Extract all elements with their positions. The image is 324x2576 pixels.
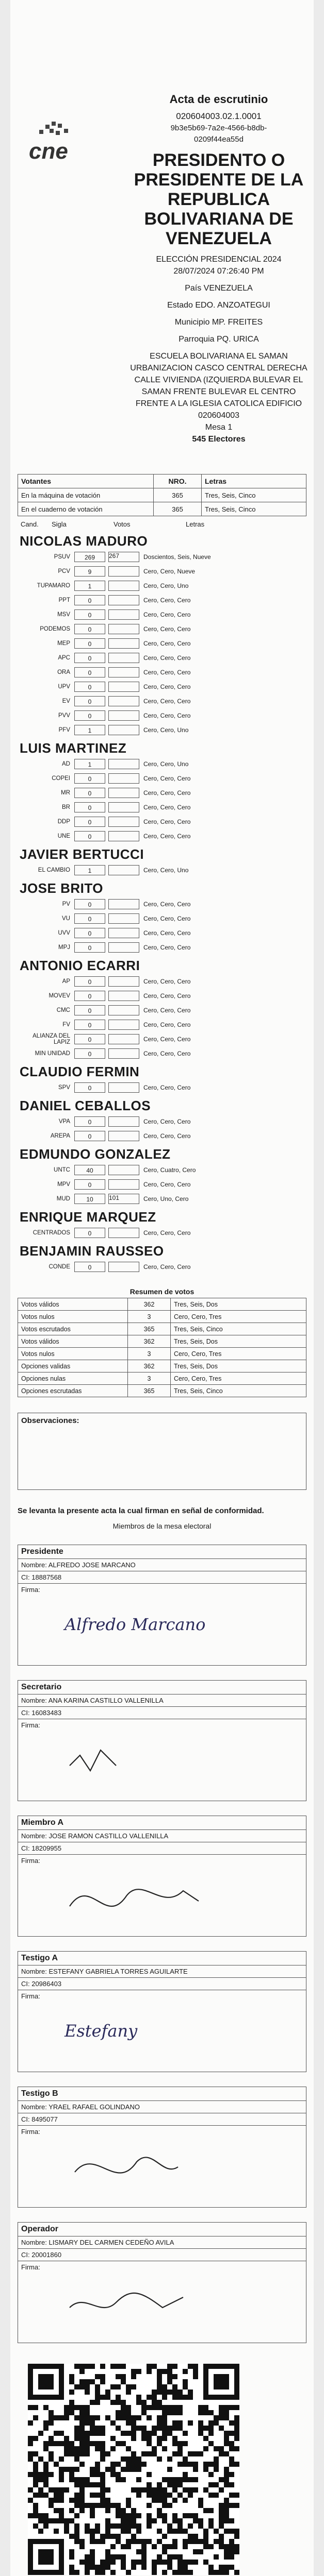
party-letters: Cero, Cero, Cero <box>143 818 191 825</box>
signature-block <box>18 2087 306 2208</box>
party-votes: 0 <box>74 1262 105 1272</box>
party-votes: 0 <box>74 609 105 620</box>
party-name: DDP <box>57 819 70 825</box>
party-letters: Cero, Cero, Cero <box>143 915 191 922</box>
party-row <box>18 1018 306 1032</box>
party-name: UNTC <box>54 1167 70 1173</box>
party-votes: 0 <box>74 913 105 924</box>
party-row <box>18 1032 306 1046</box>
party-votes: 0 <box>74 773 105 784</box>
party-name: VPA <box>58 1118 70 1125</box>
mesa-number: Mesa 1 <box>205 423 233 432</box>
party-box <box>108 1131 139 1141</box>
party-name: MPJ <box>58 944 70 951</box>
party-box <box>108 942 139 953</box>
signature-ci: CI: 8495077 <box>18 2113 306 2126</box>
party-row <box>18 680 306 694</box>
party-row <box>18 622 306 636</box>
party-box <box>108 1165 139 1175</box>
party-votes: 0 <box>74 817 105 827</box>
party-row <box>18 651 306 665</box>
party-letters: Cero, Cero, Cero <box>143 833 191 840</box>
party-box <box>108 725 139 735</box>
state: Estado EDO. ANZOATEGUI <box>167 301 270 310</box>
party-box <box>108 682 139 692</box>
party-votes: 0 <box>74 638 105 649</box>
party-row <box>18 607 306 622</box>
party-votes: 9 <box>74 566 105 577</box>
party-letters: Cero, Cero, Cero <box>143 654 191 662</box>
party-box <box>108 1179 139 1190</box>
party-box <box>108 913 139 924</box>
summary-title: Resumen de votos <box>129 1287 195 1296</box>
municipality: Municipio MP. FREITES <box>174 318 263 327</box>
signature-ci: CI: 20986403 <box>18 1978 306 1990</box>
table-row: Opciones nulas 3 Cero, Cero, Tres <box>18 1372 306 1385</box>
party-votes: 1 <box>74 725 105 735</box>
party-box <box>108 759 139 769</box>
signature-role: Operador <box>18 2223 306 2236</box>
acta-timestamp: 28/07/2024 07:26:40 PM <box>173 267 264 276</box>
signature-text: Alfredo Marcano <box>64 1615 206 1634</box>
party-votes: 0 <box>74 667 105 677</box>
party-name: APC <box>58 655 70 661</box>
table-row: Opciones escrutadas 365 Tres, Seis, Cinco <box>18 1385 306 1397</box>
candidate-column-header: Cand. Sigla Votos Letras <box>21 520 205 528</box>
party-box <box>108 773 139 784</box>
party-box <box>108 1082 139 1093</box>
party-letters: Cero, Cero, Cero <box>143 1021 191 1028</box>
table-row: Votos escrutados 365 Tres, Seis, Cinco <box>18 1323 306 1335</box>
party-votes: 0 <box>74 1034 105 1044</box>
party-box <box>108 1116 139 1127</box>
party-row <box>18 708 306 723</box>
signature-role: Testigo B <box>18 2087 306 2101</box>
party-letters: Cero, Cero, Cero <box>143 929 191 937</box>
acta-title: Acta de escrutinio <box>169 93 268 106</box>
party-letters: Cero, Cero, Cero <box>143 683 191 690</box>
party-letters: Cero, Cero, Cero <box>143 1118 191 1125</box>
party-name: AREPA <box>50 1133 70 1139</box>
parish: Parroquia PQ. URICA <box>179 335 259 344</box>
signature-name: Nombre: ANA KARINA CASTILLO VALLENILLA <box>18 1694 306 1707</box>
signature-role: Testigo A <box>18 1952 306 1965</box>
table-row: En la máquina de votación 365 Tres, Seis, Cinco <box>18 488 306 502</box>
party-letters: Cero, Cero, Uno <box>143 582 189 589</box>
party-votes: 0 <box>74 710 105 721</box>
party-box <box>108 865 139 875</box>
party-row <box>18 1003 306 1018</box>
party-name: PV <box>62 901 70 907</box>
party-name: FV <box>62 1022 70 1028</box>
party-name: MPV <box>57 1181 70 1188</box>
candidate-name: JOSE BRITO <box>20 880 104 896</box>
party-name: PCV <box>58 568 70 574</box>
party-row <box>18 1192 306 1206</box>
party-votes: 0 <box>74 1116 105 1127</box>
candidate-block <box>18 1145 306 1206</box>
party-name: PFV <box>58 727 70 733</box>
col-letras: Letras <box>202 474 306 488</box>
party-votes: 0 <box>74 595 105 605</box>
party-row <box>18 757 306 771</box>
party-row <box>18 926 306 940</box>
party-row <box>18 989 306 1003</box>
party-row <box>18 863 306 877</box>
observations-box <box>18 1413 306 1490</box>
party-letters: Cero, Cero, Cero <box>143 698 191 705</box>
party-box <box>108 817 139 827</box>
party-box <box>108 1262 139 1272</box>
party-votes: 0 <box>74 1020 105 1030</box>
candidate-name: CLAUDIO FERMIN <box>20 1064 140 1079</box>
signature-mark <box>59 1730 245 1786</box>
party-letters: Cero, Cero, Cero <box>143 1036 191 1043</box>
candidate-name: ENRIQUE MARQUEZ <box>20 1209 156 1225</box>
table-row: En el cuaderno de votación 365 Tres, Seis, Cinco <box>18 502 306 516</box>
votes-summary <box>18 1287 306 1397</box>
signature-text: Estefany <box>64 2021 138 2041</box>
party-box <box>108 638 139 649</box>
party-box <box>108 566 139 577</box>
party-box <box>108 928 139 938</box>
party-letters: Cero, Cero, Nueve <box>143 568 196 575</box>
party-votes: 1 <box>74 865 105 875</box>
party-letters: Cero, Cero, Cero <box>143 1263 191 1270</box>
signature-mark <box>59 2136 245 2193</box>
signature-ci: CI: 18887568 <box>18 1571 306 1584</box>
qr-section <box>18 2364 306 2575</box>
candidate-block <box>18 532 306 737</box>
party-votes: 1 <box>74 581 105 591</box>
party-name: MSV <box>57 612 70 618</box>
signature-block <box>18 1951 306 2072</box>
party-votes: 0 <box>74 1005 105 1015</box>
party-letters: Cero, Cero, Cero <box>143 625 191 633</box>
signature-block <box>18 1680 306 1801</box>
signature-ci: CI: 20001860 <box>18 2249 306 2261</box>
party-letters: Cero, Cero, Cero <box>143 789 191 796</box>
candidate-block <box>18 879 306 955</box>
party-letters: Cero, Cero, Cero <box>143 775 191 782</box>
party-votes: 0 <box>74 1082 105 1093</box>
party-name: CONDE <box>48 1264 70 1270</box>
party-letters: Cero, Cero, Cero <box>143 804 191 811</box>
center-code: 020604003 <box>198 411 240 420</box>
party-box <box>108 788 139 798</box>
party-letters: Cero, Cero, Uno <box>143 726 189 734</box>
signature-firma: Firma: Alfredo Marcano <box>18 1584 306 1665</box>
party-row <box>18 579 306 593</box>
party-box <box>108 667 139 677</box>
party-row <box>18 723 306 737</box>
agreement-text: Se levanta la presente acta la cual firman en señal de conformidad. <box>18 1506 264 1515</box>
candidate-block <box>18 1208 306 1240</box>
summary-table <box>18 1298 306 1397</box>
candidate-name: DANIEL CEBALLOS <box>20 1098 151 1113</box>
party-name: EV <box>62 698 70 704</box>
election-name: ELECCIÓN PRESIDENCIAL 2024 <box>156 255 282 264</box>
country: País VENEZUELA <box>185 284 253 293</box>
party-name: MR <box>61 790 70 796</box>
party-row <box>18 829 306 843</box>
party-name: CENTRADOS <box>33 1230 70 1236</box>
party-votes: 0 <box>74 899 105 909</box>
party-box <box>108 802 139 812</box>
party-votes: 0 <box>74 1131 105 1141</box>
party-box <box>108 696 139 706</box>
party-box <box>108 609 139 620</box>
party-votes: 0 <box>74 1048 105 1059</box>
candidate-name: JAVIER BERTUCCI <box>20 846 144 862</box>
party-row <box>18 1046 306 1061</box>
party-name: UVV <box>58 930 70 936</box>
party-letters: Cero, Cero, Cero <box>143 1229 191 1236</box>
acta-heading: PRESIDENTO O PRESIDENTE DE LA REPUBLICA BOLIVARIANA DE VENEZUELA <box>134 150 304 248</box>
cne-logo-icon <box>25 122 87 164</box>
acta-receipt <box>10 0 314 2576</box>
candidate-block <box>18 739 306 843</box>
party-name: SPV <box>58 1084 70 1091</box>
party-row <box>18 1129 306 1143</box>
signature-name: Nombre: JOSE RAMON CASTILLO VALLENILLA <box>18 1830 306 1842</box>
party-votes: 0 <box>74 991 105 1001</box>
signature-firma: Firma: <box>18 2261 306 2343</box>
party-box: 101 <box>108 1194 139 1204</box>
table-row: Opciones validas 362 Tres, Seis, Dos <box>18 1360 306 1372</box>
party-letters: Cero, Cero, Cero <box>143 1181 191 1188</box>
party-letters: Cero, Cero, Cero <box>143 640 191 647</box>
party-letters: Cero, Cero, Cero <box>143 1050 191 1057</box>
signature-firma: Firma: <box>18 2126 306 2207</box>
party-name: VU <box>62 916 70 922</box>
center-name: ESCUELA BOLIVARIANA EL SAMAN URBANIZACION CASCO CENTRAL DERECHA CALLE VIVIENDA (IZQUIERDA BULEVAR EL SAMAN FRENTE BULEVAR EL CENTRO FRENTE A LA IGLESIA CATOLICA EDIFICIO <box>130 352 307 408</box>
party-row <box>18 1226 306 1240</box>
party-votes: 0 <box>74 788 105 798</box>
party-letters: Cero, Cero, Cero <box>143 901 191 908</box>
party-box <box>108 991 139 1001</box>
acta-hash-1: 9b3e5b69-7a2e-4566-b8db- <box>170 124 267 132</box>
qr-code-icon <box>28 2364 239 2575</box>
party-name: AP <box>62 978 70 985</box>
party-name: PVV <box>58 713 70 719</box>
party-box <box>108 624 139 634</box>
party-row <box>18 665 306 680</box>
party-box: 267 <box>108 552 139 562</box>
party-row <box>18 1260 306 1274</box>
signature-name: Nombre: ALFREDO JOSE MARCANO <box>18 1559 306 1571</box>
party-row <box>18 897 306 911</box>
party-name: ALIANZA DEL LAPIZ <box>33 1033 70 1045</box>
party-row <box>18 800 306 815</box>
party-box <box>108 899 139 909</box>
party-box <box>108 1048 139 1059</box>
party-votes: 0 <box>74 1179 105 1190</box>
acta-header <box>18 0 306 474</box>
party-row <box>18 1080 306 1095</box>
signature-firma: Firma: Estefany <box>18 1990 306 2072</box>
party-box <box>108 710 139 721</box>
party-row <box>18 911 306 926</box>
signature-mark <box>59 1865 245 1922</box>
party-letters: Doscientos, Seis, Nueve <box>143 553 211 561</box>
electors-count: 545 Electores <box>192 435 246 444</box>
party-name: MUD <box>56 1196 70 1202</box>
table-row: Votos nulos 3 Cero, Cero, Tres <box>18 1311 306 1323</box>
signature-name: Nombre: ESTEFANY GABRIELA TORRES AGUILARTE <box>18 1965 306 1978</box>
signature-block <box>18 1816 306 1937</box>
party-name: AD <box>62 761 70 767</box>
header-text <box>126 93 312 445</box>
party-votes: 0 <box>74 802 105 812</box>
party-votes: 40 <box>74 1165 105 1175</box>
candidate-name: LUIS MARTINEZ <box>20 740 127 756</box>
signature-name: Nombre: LISMARY DEL CARMEN CEDEÑO AVILA <box>18 2236 306 2249</box>
svg-text:cne: cne <box>29 139 68 164</box>
signature-block <box>18 2222 306 2343</box>
candidate-block <box>18 1242 306 1274</box>
party-votes: 0 <box>74 696 105 706</box>
party-box <box>108 976 139 987</box>
signature-name: Nombre: YRAEL RAFAEL GOLINDANO <box>18 2101 306 2113</box>
party-name: PSUV <box>54 554 70 560</box>
party-box <box>108 581 139 591</box>
party-name: UNE <box>57 833 70 839</box>
party-votes: 1 <box>74 759 105 769</box>
party-votes: 0 <box>74 682 105 692</box>
candidate-name: BENJAMIN RAUSSEO <box>20 1243 164 1259</box>
party-letters: Cero, Cero, Cero <box>143 992 191 999</box>
party-letters: Cero, Cero, Cero <box>143 611 191 618</box>
party-name: EL CAMBIO <box>38 867 70 873</box>
party-votes: 269 <box>74 552 105 562</box>
col-nro: NRO. <box>154 474 202 488</box>
acta-number: 020604003.02.1.0001 <box>176 111 262 121</box>
signature-firma: Firma: <box>18 1855 306 1936</box>
candidate-name: ANTONIO ECARRI <box>20 958 140 973</box>
party-row <box>18 771 306 786</box>
signature-role: Presidente <box>18 1545 306 1559</box>
party-letters: Cero, Cero, Uno <box>143 760 189 768</box>
table-row: Votos válidos 362 Tres, Seis, Dos <box>18 1298 306 1311</box>
party-votes: 0 <box>74 624 105 634</box>
party-letters: Cero, Uno, Cero <box>143 1195 189 1202</box>
party-name: BR <box>62 804 70 810</box>
party-box <box>108 831 139 841</box>
signature-ci: CI: 16083483 <box>18 1707 306 1719</box>
party-name: TUPAMARO <box>37 583 70 589</box>
signature-mark <box>59 2272 245 2328</box>
party-row <box>18 1177 306 1192</box>
party-box <box>108 1228 139 1238</box>
candidate-block <box>18 845 306 877</box>
party-votes: 0 <box>74 1228 105 1238</box>
signature-block <box>18 1545 306 1666</box>
party-box <box>108 1005 139 1015</box>
party-row <box>18 636 306 651</box>
signature-mark <box>59 1594 245 1651</box>
party-box <box>108 595 139 605</box>
party-name: PPT <box>58 597 70 603</box>
party-row <box>18 815 306 829</box>
party-votes: 0 <box>74 653 105 663</box>
observations-label: Observaciones: <box>21 1416 79 1425</box>
candidate-block <box>18 957 306 1061</box>
signatures-list <box>18 1545 306 2343</box>
party-name: COPEI <box>52 775 70 782</box>
party-box <box>108 653 139 663</box>
party-votes: 0 <box>74 831 105 841</box>
party-votes: 10 <box>74 1194 105 1204</box>
party-name: UPV <box>58 684 70 690</box>
party-row <box>18 1163 306 1177</box>
party-row <box>18 564 306 579</box>
members-title: Miembros de la mesa electoral <box>112 1522 212 1530</box>
party-letters: Cero, Cero, Cero <box>143 597 191 604</box>
votantes-table <box>18 474 306 516</box>
party-name: MIN UNIDAD <box>35 1050 70 1057</box>
party-letters: Cero, Cuatro, Cero <box>143 1166 196 1174</box>
party-votes: 0 <box>74 942 105 953</box>
party-box <box>108 1034 139 1044</box>
party-name: MEP <box>57 640 70 647</box>
table-row: Votos nulos 3 Cero, Cero, Tres <box>18 1348 306 1360</box>
table-row: Votos válidos 362 Tres, Seis, Dos <box>18 1335 306 1348</box>
candidate-name: NICOLAS MADURO <box>20 533 148 549</box>
party-letters: Cero, Cero, Cero <box>143 1132 191 1140</box>
party-letters: Cero, Cero, Cero <box>143 669 191 676</box>
signature-role: Secretario <box>18 1681 306 1694</box>
party-row <box>18 786 306 800</box>
party-row <box>18 940 306 955</box>
party-row <box>18 694 306 708</box>
candidates-list <box>18 532 306 1274</box>
candidate-name: EDMUNDO GONZALEZ <box>20 1146 171 1162</box>
party-row <box>18 593 306 607</box>
party-letters: Cero, Cero, Cero <box>143 1007 191 1014</box>
party-letters: Cero, Cero, Cero <box>143 978 191 985</box>
party-box <box>108 1020 139 1030</box>
party-name: PODEMOS <box>40 626 70 632</box>
party-row <box>18 550 306 564</box>
signature-ci: CI: 18209955 <box>18 1842 306 1855</box>
signature-mark <box>59 2001 245 2057</box>
party-votes: 0 <box>74 976 105 987</box>
party-letters: Cero, Cero, Cero <box>143 712 191 719</box>
acta-hash-2: 0209f44ea55d <box>194 135 244 144</box>
party-letters: Cero, Cero, Cero <box>143 1084 191 1091</box>
party-name: ORA <box>57 669 70 675</box>
candidate-block <box>18 1097 306 1143</box>
col-votantes: Votantes <box>18 474 154 488</box>
signature-firma: Firma: <box>18 1719 306 1801</box>
party-row <box>18 1114 306 1129</box>
party-name: MOVEV <box>48 993 70 999</box>
candidate-block <box>18 1063 306 1095</box>
party-name: CMC <box>56 1007 70 1013</box>
party-votes: 0 <box>74 928 105 938</box>
signature-role: Miembro A <box>18 1816 306 1830</box>
party-letters: Cero, Cero, Cero <box>143 944 191 951</box>
party-row <box>18 974 306 989</box>
party-letters: Cero, Cero, Uno <box>143 867 189 874</box>
